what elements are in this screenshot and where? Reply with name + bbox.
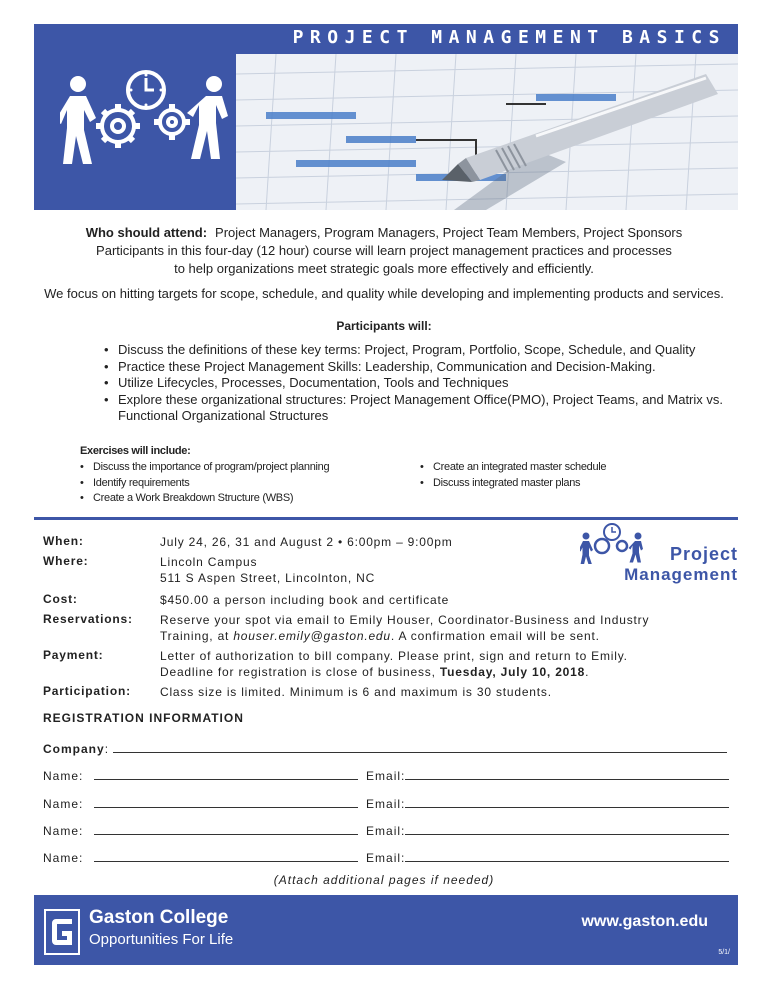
payment-line2-suffix: . xyxy=(585,665,590,679)
name-label: Name: xyxy=(43,851,84,865)
email-label: Email: xyxy=(366,769,406,783)
gaston-college-logo-icon xyxy=(44,909,80,955)
header-banner xyxy=(34,24,738,210)
where-address: 511 S Aspen Street, Lincolnton, NC xyxy=(160,571,376,585)
list-item: • Discuss the importance of program/project planning xyxy=(80,460,329,476)
where-campus: Lincoln Campus xyxy=(160,555,258,569)
name-label: Name: xyxy=(43,824,84,838)
email-field[interactable] xyxy=(405,768,729,780)
participants-list xyxy=(104,342,724,425)
pm-gears-icon xyxy=(580,520,644,564)
email-label: Email: xyxy=(366,824,406,838)
college-tagline: Opportunities For Life xyxy=(89,931,234,948)
exercises-title: Exercises will include: xyxy=(80,445,191,457)
audience-value: Project Managers, Program Managers, Project Team Members, Project Sponsors xyxy=(215,225,683,240)
registrant-row xyxy=(43,850,729,865)
pm-logo-line1: Project xyxy=(669,544,738,564)
deadline-date: Tuesday, July 10, 2018 xyxy=(439,665,586,679)
email-label: Email: xyxy=(366,797,406,811)
reservations-label: Reservations: xyxy=(43,612,133,626)
email-field[interactable] xyxy=(405,850,729,862)
list-item: • Utilize Lifecycles, Processes, Documentation, Tools and Techniques xyxy=(104,375,724,392)
registration-title: REGISTRATION INFORMATION xyxy=(43,711,244,725)
payment-line1: Letter of authorization to bill company. Please print, sign and return to Emily. xyxy=(160,649,628,663)
name-field[interactable] xyxy=(94,823,358,835)
participation-value: Class size is limited. Minimum is 6 and maximum is 30 students. xyxy=(160,685,552,699)
company-field[interactable] xyxy=(113,741,727,753)
email-label: Email: xyxy=(366,851,406,865)
exercises-list-right xyxy=(420,460,606,491)
reservations-line2-suffix: . A confirmation email will be sent. xyxy=(390,629,600,643)
course-description-line2: to help organizations meet strategic goals more effectively and efficiently. xyxy=(174,261,594,276)
list-item: • Create a Work Breakdown Structure (WBS) xyxy=(80,491,329,507)
college-name: Gaston College xyxy=(89,907,229,928)
email-field[interactable] xyxy=(405,823,729,835)
name-field[interactable] xyxy=(94,768,358,780)
payment-label: Payment: xyxy=(43,648,104,662)
list-item: • Create an integrated master schedule xyxy=(420,460,606,476)
list-item: • Identify requirements xyxy=(80,476,329,492)
payment-line2-prefix: Deadline for registration is close of business, xyxy=(160,665,440,679)
registrant-row xyxy=(43,768,729,783)
registrant-row xyxy=(43,823,729,838)
email-field[interactable] xyxy=(405,796,729,808)
reservations-line1: Reserve your spot via email to Emily Houser, Coordinator-Business and Industry xyxy=(160,613,650,627)
reservations-value xyxy=(160,612,649,644)
gantt-chart-pen-photo xyxy=(236,54,738,210)
name-label: Name: xyxy=(43,769,84,783)
list-item: • Discuss the definitions of these key terms: Project, Program, Portfolio, Scope, Schedule, and Quality xyxy=(104,342,724,359)
list-item: • Practice these Project Management Skills: Leadership, Communication and Decision-Making. xyxy=(104,359,724,376)
where-value xyxy=(160,554,375,586)
page-title: PROJECT MANAGEMENT BASICS xyxy=(292,27,726,48)
attach-note: (Attach additional pages if needed) xyxy=(273,873,495,887)
reservations-email-link[interactable]: houser.emily@gaston.edu xyxy=(233,629,391,643)
payment-value xyxy=(160,648,628,680)
cost-label: Cost: xyxy=(43,592,78,606)
website-link[interactable]: www.gaston.edu xyxy=(581,913,708,930)
registrant-row xyxy=(43,796,729,811)
pm-logo-line2: Management xyxy=(624,565,738,584)
audience-block xyxy=(0,224,768,278)
when-label: When: xyxy=(43,534,84,548)
when-value: July 24, 26, 31 and August 2 • 6:00pm – 9:00pm xyxy=(160,535,453,549)
footer-banner xyxy=(34,895,738,965)
document-code: 5/1/ xyxy=(718,949,730,956)
people-gears-icon xyxy=(60,60,228,196)
course-description-line1: Participants in this four-day (12 hour) course will learn project management practices and processes xyxy=(96,243,672,258)
company-label: Company xyxy=(43,742,105,756)
company-row: Company: xyxy=(43,741,727,756)
list-item: • Discuss integrated master plans xyxy=(420,476,606,492)
project-management-logo xyxy=(578,520,742,586)
where-label: Where: xyxy=(43,554,89,568)
name-label: Name: xyxy=(43,797,84,811)
reservations-line2-prefix: Training, at xyxy=(160,629,234,643)
audience-label: Who should attend: xyxy=(85,225,208,240)
focus-statement: We focus on hitting targets for scope, schedule, and quality while developing and implementing products and services. xyxy=(44,286,724,301)
cost-value: $450.00 a person including book and certificate xyxy=(160,593,450,607)
name-field[interactable] xyxy=(94,850,358,862)
name-field[interactable] xyxy=(94,796,358,808)
participation-label: Participation: xyxy=(43,684,131,698)
list-item: • Explore these organizational structures: Project Management Office(PMO), Project Teams, and Matrix vs. Functional Organizational Structures xyxy=(104,392,724,425)
participants-title: Participants will: xyxy=(336,319,432,333)
exercises-list-left xyxy=(80,460,329,507)
